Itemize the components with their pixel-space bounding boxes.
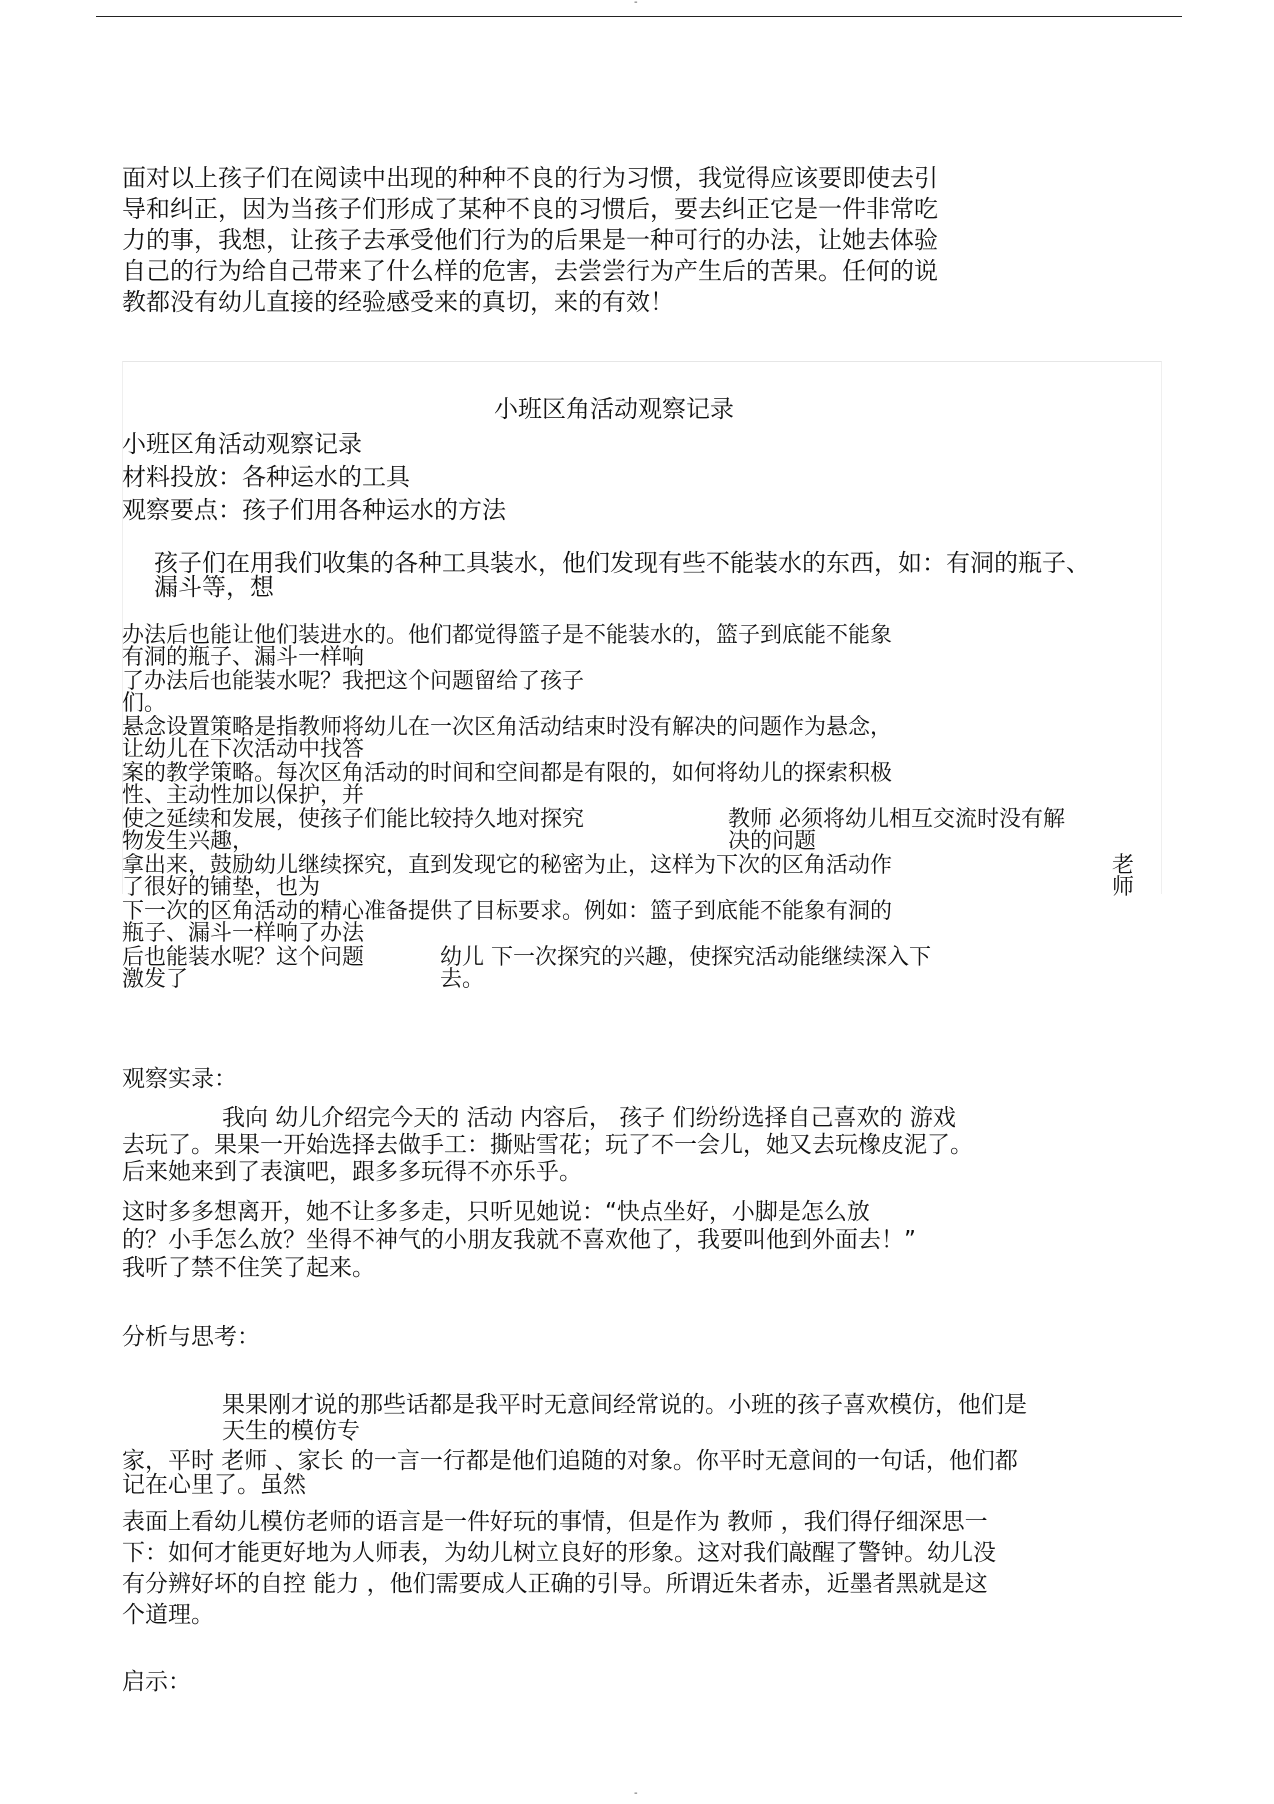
record-line: 漏斗等，想 xyxy=(154,573,274,601)
record-line: 办法后也能让他们装进水的。他们都觉得篮子是不能装水的，篮子到底能不能象 xyxy=(122,623,893,648)
record-line: 使之延续和发展，使孩子们能比较持久地对探究 xyxy=(122,807,585,832)
record-line: 幼儿 下一次探究的兴趣，使探究活动能继续深入下 xyxy=(440,945,931,970)
record-line: 了办法后也能装水呢？我把这个问题留给了孩子 xyxy=(122,669,585,694)
record-line: 老 xyxy=(1112,853,1135,878)
record-line: 性、主动性加以保护，并 xyxy=(122,783,365,808)
observation-line: 我听了禁不住笑了起来。 xyxy=(122,1255,375,1281)
intro-line: 面对以上孩子们在阅读中出现的种种不良的行为习惯，我觉得应该要即使去引 xyxy=(122,164,938,192)
analysis-line: 表面上看幼儿模仿老师的语言是一件好玩的事情，但是作为 教师 ，我们得仔细深思一 xyxy=(122,1509,988,1535)
record-line: 让幼儿在下次活动中找答 xyxy=(122,737,365,762)
record-line: 有洞的瓶子、漏斗一样响 xyxy=(122,645,365,670)
record-material: 材料投放：各种运水的工具 xyxy=(122,463,410,491)
record-line: 下一次的区角活动的精心准备提供了目标要求。例如：篮子到底能不能象有洞的 xyxy=(122,899,893,924)
intro-line: 力的事，我想，让孩子去承受他们行为的后果是一种可行的办法，让她去体验 xyxy=(122,226,938,254)
record-line: 后也能装水呢？这个问题 xyxy=(122,945,365,970)
record-line: 物发生兴趣， xyxy=(122,829,255,854)
observation-line: 这时多多想离开，她不让多多走，只听见她说：“快点坐好，小脚是怎么放 xyxy=(122,1199,870,1225)
analysis-line: 天生的模仿专 xyxy=(222,1418,360,1444)
header-mark: - xyxy=(634,0,638,8)
observation-heading: 观察实录： xyxy=(122,1066,237,1092)
record-line: 瓶子、漏斗一样响了办法 xyxy=(122,921,365,946)
record-line: 决的问题 xyxy=(728,829,817,854)
record-line: 拿出来，鼓励幼儿继续探究，直到发现它的秘密为止，这样为下次的区角活动作 xyxy=(122,853,893,878)
record-line: 了很好的铺垫，也为 xyxy=(122,875,321,900)
analysis-line: 个道理。 xyxy=(122,1602,214,1628)
record-line: 去。 xyxy=(440,967,485,992)
intro-line: 导和纠正，因为当孩子们形成了某种不良的习惯后，要去纠正它是一件非常吃 xyxy=(122,195,938,223)
intro-line: 自己的行为给自己带来了什么样的危害，去尝尝行为产生后的苦果。任何的说 xyxy=(122,257,938,285)
analysis-line: 记在心里了。虽然 xyxy=(122,1472,306,1498)
record-line: 案的教学策略。每次区角活动的时间和空间都是有限的，如何将幼儿的探索积极 xyxy=(122,761,893,786)
record-line: 悬念设置策略是指教师将幼儿在一次区角活动结束时没有解决的问题作为悬念， xyxy=(122,715,893,740)
observation-line: 的？小手怎么放？坐得不神气的小朋友我就不喜欢他了，我要叫他到外面去！” xyxy=(122,1227,916,1253)
record-line: 激发了 xyxy=(122,967,189,992)
analysis-line: 下：如何才能更好地为人师表，为幼儿树立良好的形象。这对我们敲醒了警钟。幼儿没 xyxy=(122,1540,996,1566)
analysis-line: 家，平时 老师 、家长 的一言一行都是他们追随的对象。你平时无意间的一句话，他们都 xyxy=(122,1448,1018,1474)
analysis-line: 果果刚才说的那些话都是我平时无意间经常说的。小班的孩子喜欢模仿，他们是 xyxy=(222,1392,1027,1418)
observation-line: 我向 幼儿介绍完今天的 活动 内容后， 孩子 们纷纷选择自己喜欢的 游戏 xyxy=(222,1105,956,1131)
record-line: 们。 xyxy=(122,691,167,716)
header-rule xyxy=(96,16,1182,17)
record-title: 小班区角活动观察记录 xyxy=(494,395,734,423)
insight-heading: 启示： xyxy=(122,1669,191,1695)
record-subtitle: 小班区角活动观察记录 xyxy=(122,430,362,458)
footer-mark: - xyxy=(634,1788,638,1799)
record-focus: 观察要点：孩子们用各种运水的方法 xyxy=(122,496,506,524)
observation-line: 后来她来到了表演吧，跟多多玩得不亦乐乎。 xyxy=(122,1159,582,1185)
record-line: 孩子们在用我们收集的各种工具装水，他们发现有些不能装水的东西，如：有洞的瓶子、 xyxy=(154,549,1090,577)
observation-line: 去玩了。果果一开始选择去做手工：撕贴雪花；玩了不一会儿，她又去玩橡皮泥了。 xyxy=(122,1132,973,1158)
analysis-heading: 分析与思考： xyxy=(122,1324,260,1350)
analysis-line: 有分辨好坏的自控 能力 ，他们需要成人正确的引导。所谓近朱者赤，近墨者黑就是这 xyxy=(122,1571,988,1597)
intro-line: 教都没有幼儿直接的经验感受来的真切，来的有效！ xyxy=(122,288,674,316)
record-line: 教师 必须将幼儿相互交流时没有解 xyxy=(728,807,1065,832)
record-line: 师 xyxy=(1112,875,1135,900)
